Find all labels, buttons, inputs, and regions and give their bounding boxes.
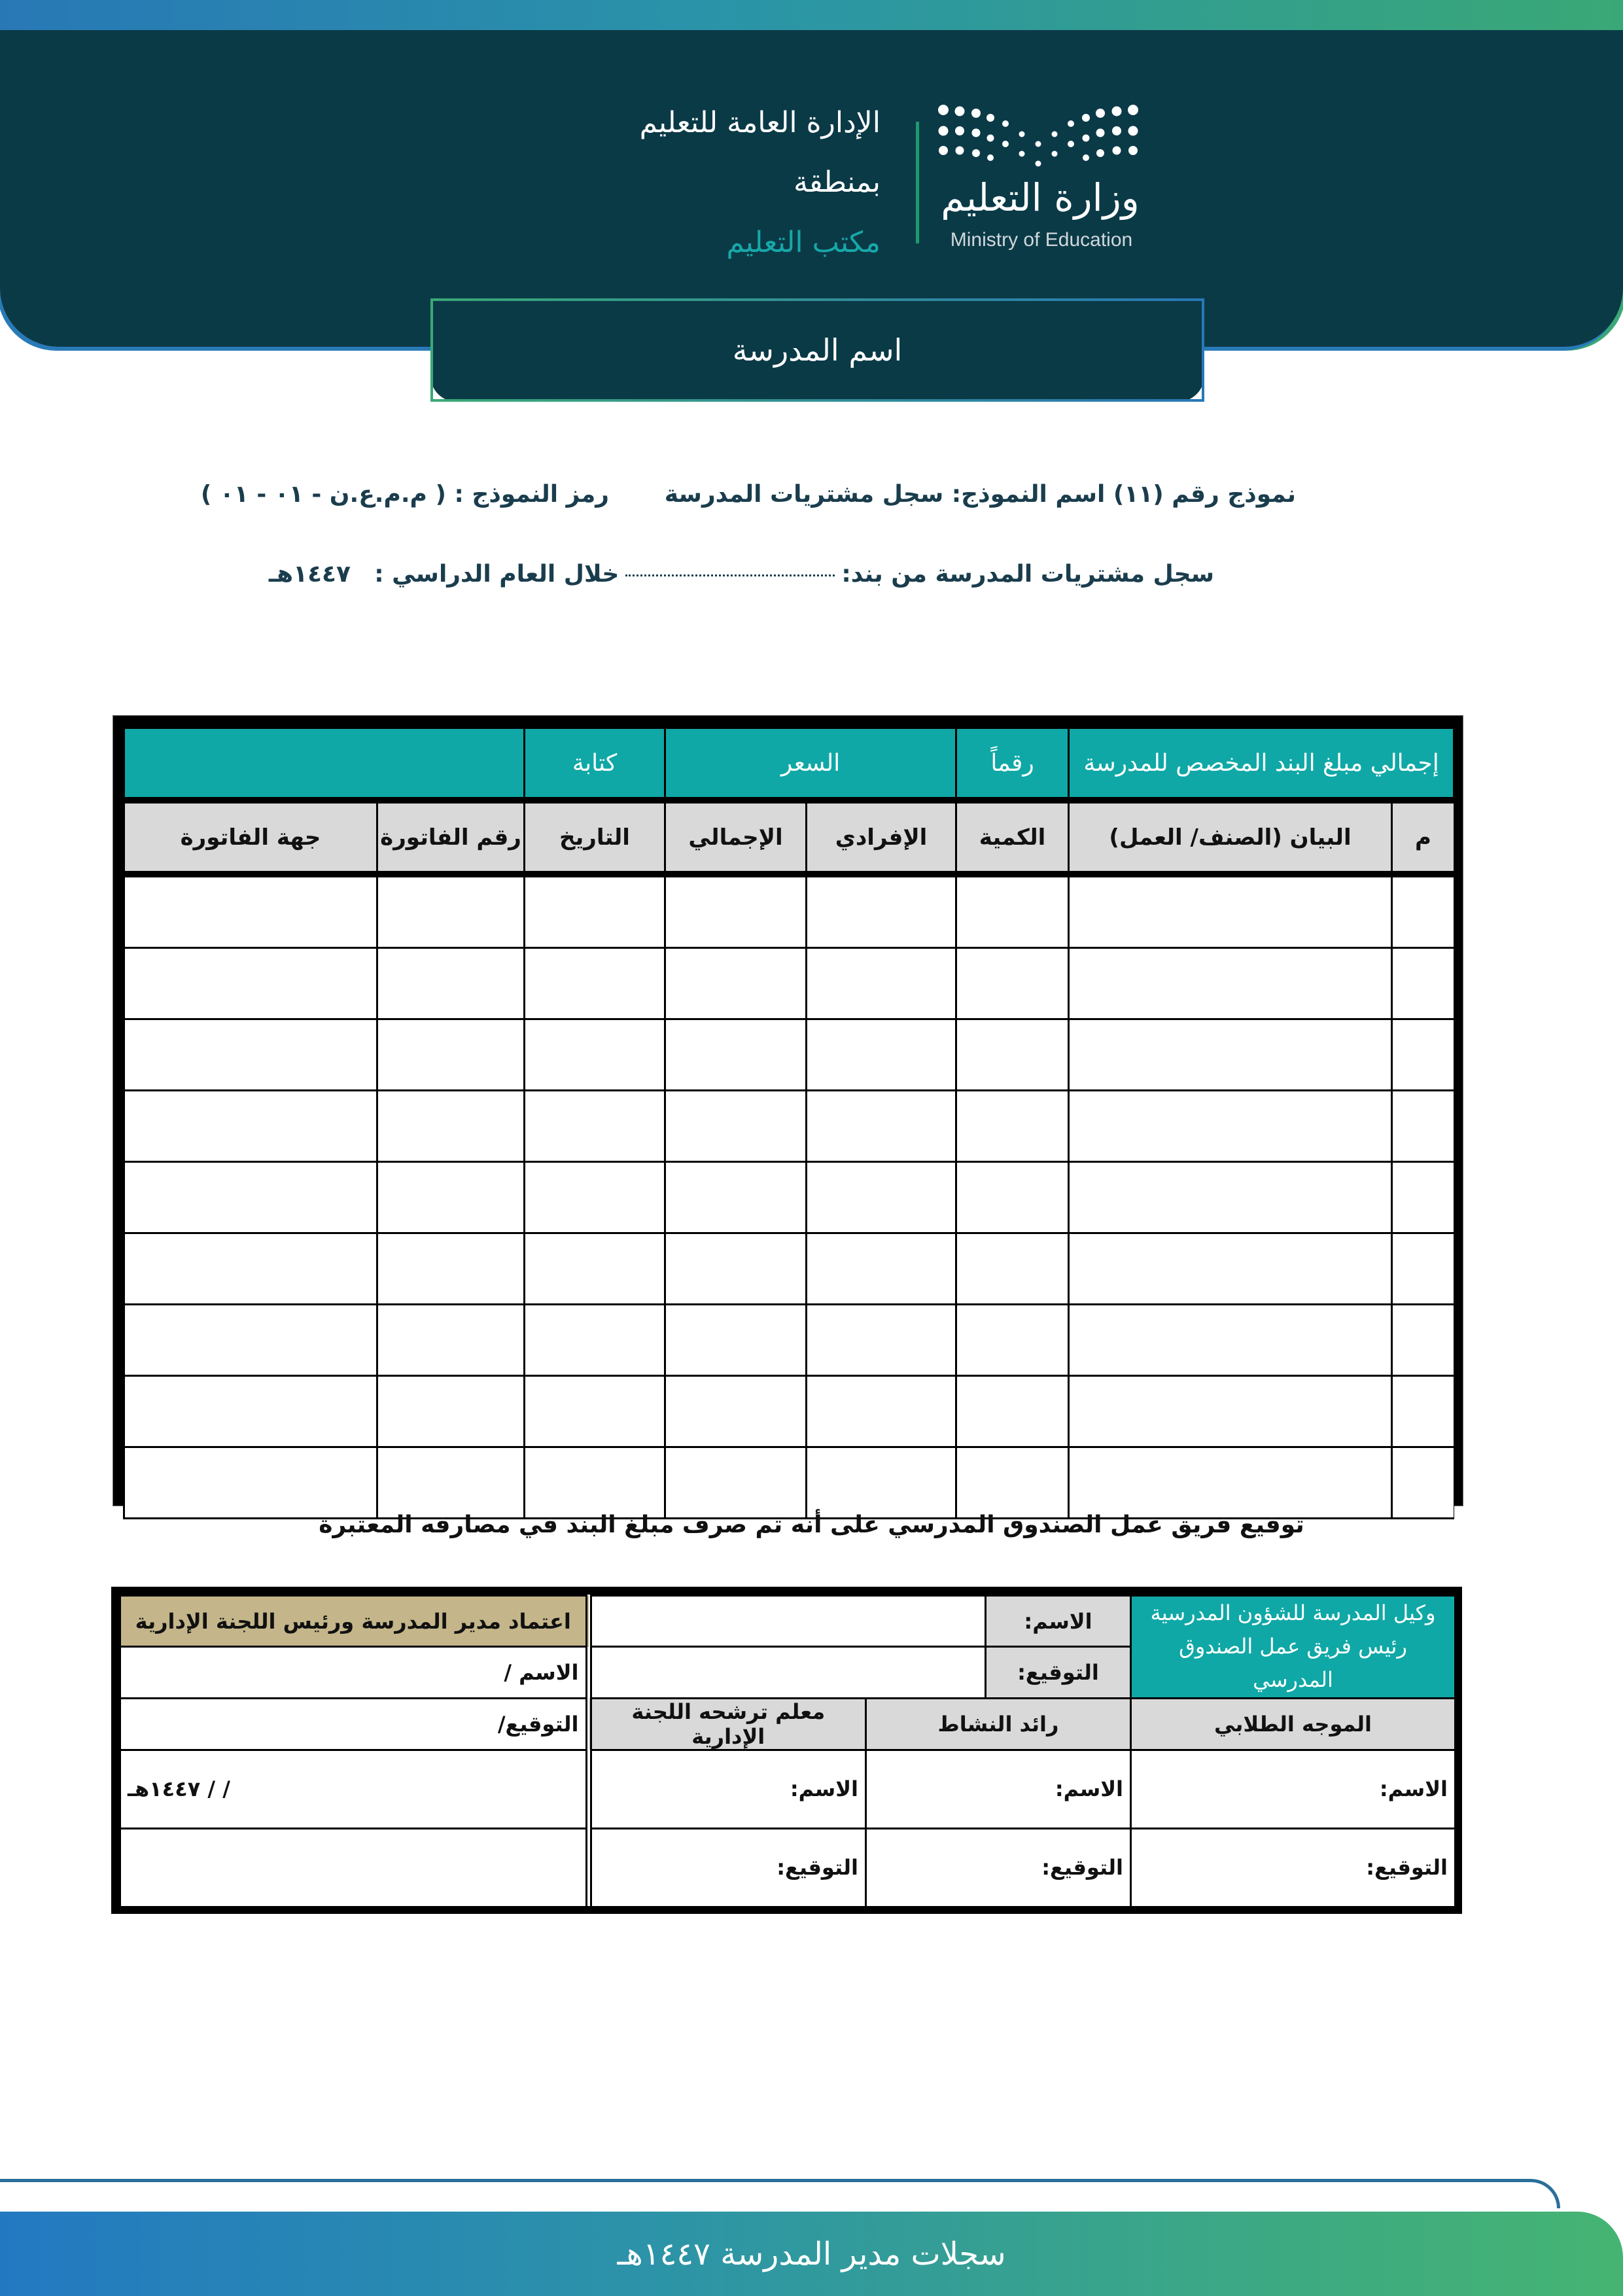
cell[interactable]	[1069, 1091, 1392, 1162]
numeric-header: رقماً	[956, 728, 1069, 801]
cell[interactable]	[956, 1376, 1069, 1447]
cell[interactable]	[1069, 948, 1392, 1019]
cell[interactable]	[1392, 1305, 1454, 1376]
cell[interactable]	[956, 1019, 1069, 1091]
activity-leader-header: رائد النشاط	[866, 1698, 1131, 1750]
deputy-signature-field[interactable]	[589, 1647, 986, 1698]
cell[interactable]	[1069, 874, 1392, 948]
principal-stamp-field[interactable]	[120, 1828, 589, 1907]
activity-leader-signature-field[interactable]: التوقيع:	[866, 1828, 1131, 1907]
counselor-signature-field[interactable]: التوقيع:	[1131, 1828, 1456, 1907]
counselor-name-field[interactable]: الاسم:	[1131, 1750, 1456, 1828]
deputy-title-cell	[1131, 1596, 1456, 1699]
cell[interactable]	[807, 1091, 956, 1162]
footer-divider-line	[0, 2179, 1560, 2208]
cell[interactable]	[1392, 1019, 1454, 1091]
top-gradient-bar	[0, 0, 1623, 30]
cell[interactable]	[1392, 1091, 1454, 1162]
school-name: اسم المدرسة	[732, 332, 903, 368]
cell[interactable]	[1392, 1376, 1454, 1447]
deputy-name-label: الاسم:	[986, 1596, 1131, 1647]
col-header-total: الإجمالي	[665, 800, 807, 874]
cell[interactable]	[1069, 1376, 1392, 1447]
cell[interactable]	[377, 1447, 525, 1519]
cell[interactable]	[1392, 1233, 1454, 1305]
approval-date-field[interactable]: / / ١٤٤٧هـ	[120, 1750, 589, 1828]
cell[interactable]	[124, 1305, 377, 1376]
teacher-nominee-header: معلم ترشحه اللجنة الإدارية	[589, 1698, 866, 1750]
col-header-invoice-party: جهة الفاتورة	[124, 800, 377, 874]
table-top-header-row	[124, 728, 1454, 801]
cell[interactable]	[956, 874, 1069, 948]
cell[interactable]	[665, 948, 807, 1019]
cell[interactable]	[124, 1233, 377, 1305]
purchases-table-frame	[113, 715, 1463, 1506]
cell[interactable]	[807, 1233, 956, 1305]
cell[interactable]	[1069, 1447, 1392, 1519]
table-row	[124, 948, 1454, 1019]
cell[interactable]	[1392, 1447, 1454, 1519]
cell[interactable]	[1069, 1019, 1392, 1091]
cell[interactable]	[124, 1447, 377, 1519]
col-header-unit-price: الإفرادي	[807, 800, 956, 874]
cell[interactable]	[377, 1376, 525, 1447]
cell[interactable]	[525, 948, 665, 1019]
footer-bar	[0, 2212, 1623, 2296]
cell[interactable]	[525, 1233, 665, 1305]
cell[interactable]	[665, 1376, 807, 1447]
table-row	[124, 1019, 1454, 1091]
cell[interactable]	[956, 1233, 1069, 1305]
signature-caption: توقيع فريق عمل الصندوق المدرسي على أنه تم صرف مبلغ البند في مصارفه المعتبرة	[319, 1511, 1304, 1538]
cell[interactable]	[1069, 1305, 1392, 1376]
cell[interactable]	[665, 1019, 807, 1091]
year-value: ١٤٤٧هـ	[268, 561, 351, 588]
cell[interactable]	[377, 1162, 525, 1233]
cell[interactable]	[665, 1162, 807, 1233]
deputy-signature-label: التوقيع:	[986, 1647, 1131, 1698]
cell[interactable]	[807, 1019, 956, 1091]
cell[interactable]	[1392, 948, 1454, 1019]
dept-line-2: بمنطقة	[794, 166, 881, 199]
cell[interactable]	[525, 1447, 665, 1519]
cell[interactable]	[665, 874, 807, 948]
form-number: نموذج رقم (١١) اسم النموذج: سجل مشتريات المدرسة	[664, 481, 1296, 508]
table-column-header-row	[124, 800, 1454, 874]
col-header-date: التاريخ	[525, 800, 665, 874]
cell[interactable]	[377, 1091, 525, 1162]
deputy-name-field[interactable]	[589, 1596, 986, 1647]
cell[interactable]	[377, 948, 525, 1019]
table-row	[124, 1376, 1454, 1447]
table-row	[124, 1305, 1454, 1376]
signature-table-frame	[111, 1587, 1462, 1914]
logo-divider	[916, 122, 919, 243]
form-code: رمز النموذج : ( م.م.ع.ن - ٠١ - ٠١ )	[200, 481, 609, 508]
cell[interactable]	[525, 1162, 665, 1233]
footer-title: سجلات مدير المدرسة ١٤٤٧هـ	[617, 2235, 1006, 2272]
cell[interactable]	[124, 874, 377, 948]
table-row	[124, 1447, 1454, 1519]
school-name-box	[430, 298, 1204, 402]
cell[interactable]	[124, 1376, 377, 1447]
written-header: كتابة	[525, 728, 665, 801]
cell[interactable]	[665, 1305, 807, 1376]
year-label: خلال العام الدراسي :	[374, 561, 620, 588]
cell[interactable]	[665, 1091, 807, 1162]
teacher-signature-field[interactable]: التوقيع:	[589, 1828, 866, 1907]
activity-leader-name-field[interactable]: الاسم:	[866, 1750, 1131, 1828]
principal-approval-header: اعتماد مدير المدرسة ورئيس اللجنة الإدارية	[120, 1596, 589, 1647]
cell[interactable]	[665, 1447, 807, 1519]
principal-name-label[interactable]: الاسم /	[120, 1647, 589, 1698]
table-row	[124, 1162, 1454, 1233]
table-row	[124, 1233, 1454, 1305]
price-header: السعر	[665, 728, 956, 801]
signature-table	[119, 1595, 1456, 1908]
deputy-title-line2: رئيس فريق عمل الصندوق المدرسي	[1179, 1634, 1407, 1693]
cell[interactable]	[665, 1233, 807, 1305]
col-header-number: م	[1392, 800, 1454, 874]
cell[interactable]	[1392, 1162, 1454, 1233]
dept-line-1: الإدارة العامة للتعليم	[639, 106, 881, 139]
cell[interactable]	[1069, 1233, 1392, 1305]
purchases-table	[123, 727, 1455, 1519]
total-allocation-header: إجمالي مبلغ البند المخصص للمدرسة	[1069, 728, 1454, 801]
ministry-logo-icon	[937, 103, 1140, 169]
cell[interactable]	[1392, 874, 1454, 948]
cell[interactable]	[807, 1376, 956, 1447]
written-amount-field[interactable]	[124, 728, 525, 801]
cell[interactable]	[525, 874, 665, 948]
cell[interactable]	[377, 1019, 525, 1091]
table-row	[124, 1091, 1454, 1162]
cell[interactable]	[956, 1305, 1069, 1376]
dept-line-3: مكتب التعليم	[726, 226, 881, 259]
cell[interactable]	[124, 1162, 377, 1233]
principal-signature-label[interactable]: التوقيع/	[120, 1698, 589, 1750]
cell[interactable]	[956, 1447, 1069, 1519]
cell[interactable]	[807, 874, 956, 948]
cell[interactable]	[956, 1091, 1069, 1162]
cell[interactable]	[124, 1019, 377, 1091]
cell[interactable]	[377, 874, 525, 948]
counselor-header: الموجه الطلابي	[1131, 1698, 1456, 1750]
register-line	[374, 561, 1214, 588]
col-header-quantity: الكمية	[956, 800, 1069, 874]
table-row	[124, 874, 1454, 948]
item-field[interactable]	[625, 574, 835, 576]
cell[interactable]	[807, 1447, 956, 1519]
cell[interactable]	[956, 948, 1069, 1019]
cell[interactable]	[525, 1019, 665, 1091]
cell[interactable]	[525, 1305, 665, 1376]
cell[interactable]	[956, 1162, 1069, 1233]
deputy-title-line1: وكيل المدرسة للشؤون المدرسية	[1150, 1600, 1436, 1625]
ministry-name-en: Ministry of Education	[950, 229, 1133, 251]
ministry-name-ar: وزارة التعليم	[941, 175, 1140, 220]
cell[interactable]	[807, 1162, 956, 1233]
cell[interactable]	[377, 1233, 525, 1305]
cell[interactable]	[525, 1376, 665, 1447]
teacher-name-field[interactable]: الاسم:	[589, 1750, 866, 1828]
cell[interactable]	[525, 1091, 665, 1162]
col-header-description: البيان (الصنف/ العمل)	[1069, 800, 1392, 874]
col-header-invoice-number: رقم الفاتورة	[377, 800, 525, 874]
cell[interactable]	[807, 948, 956, 1019]
cell[interactable]	[1069, 1162, 1392, 1233]
cell[interactable]	[124, 1091, 377, 1162]
cell[interactable]	[377, 1305, 525, 1376]
register-label: سجل مشتريات المدرسة من بند:	[841, 561, 1214, 588]
cell[interactable]	[807, 1305, 956, 1376]
cell[interactable]	[124, 948, 377, 1019]
